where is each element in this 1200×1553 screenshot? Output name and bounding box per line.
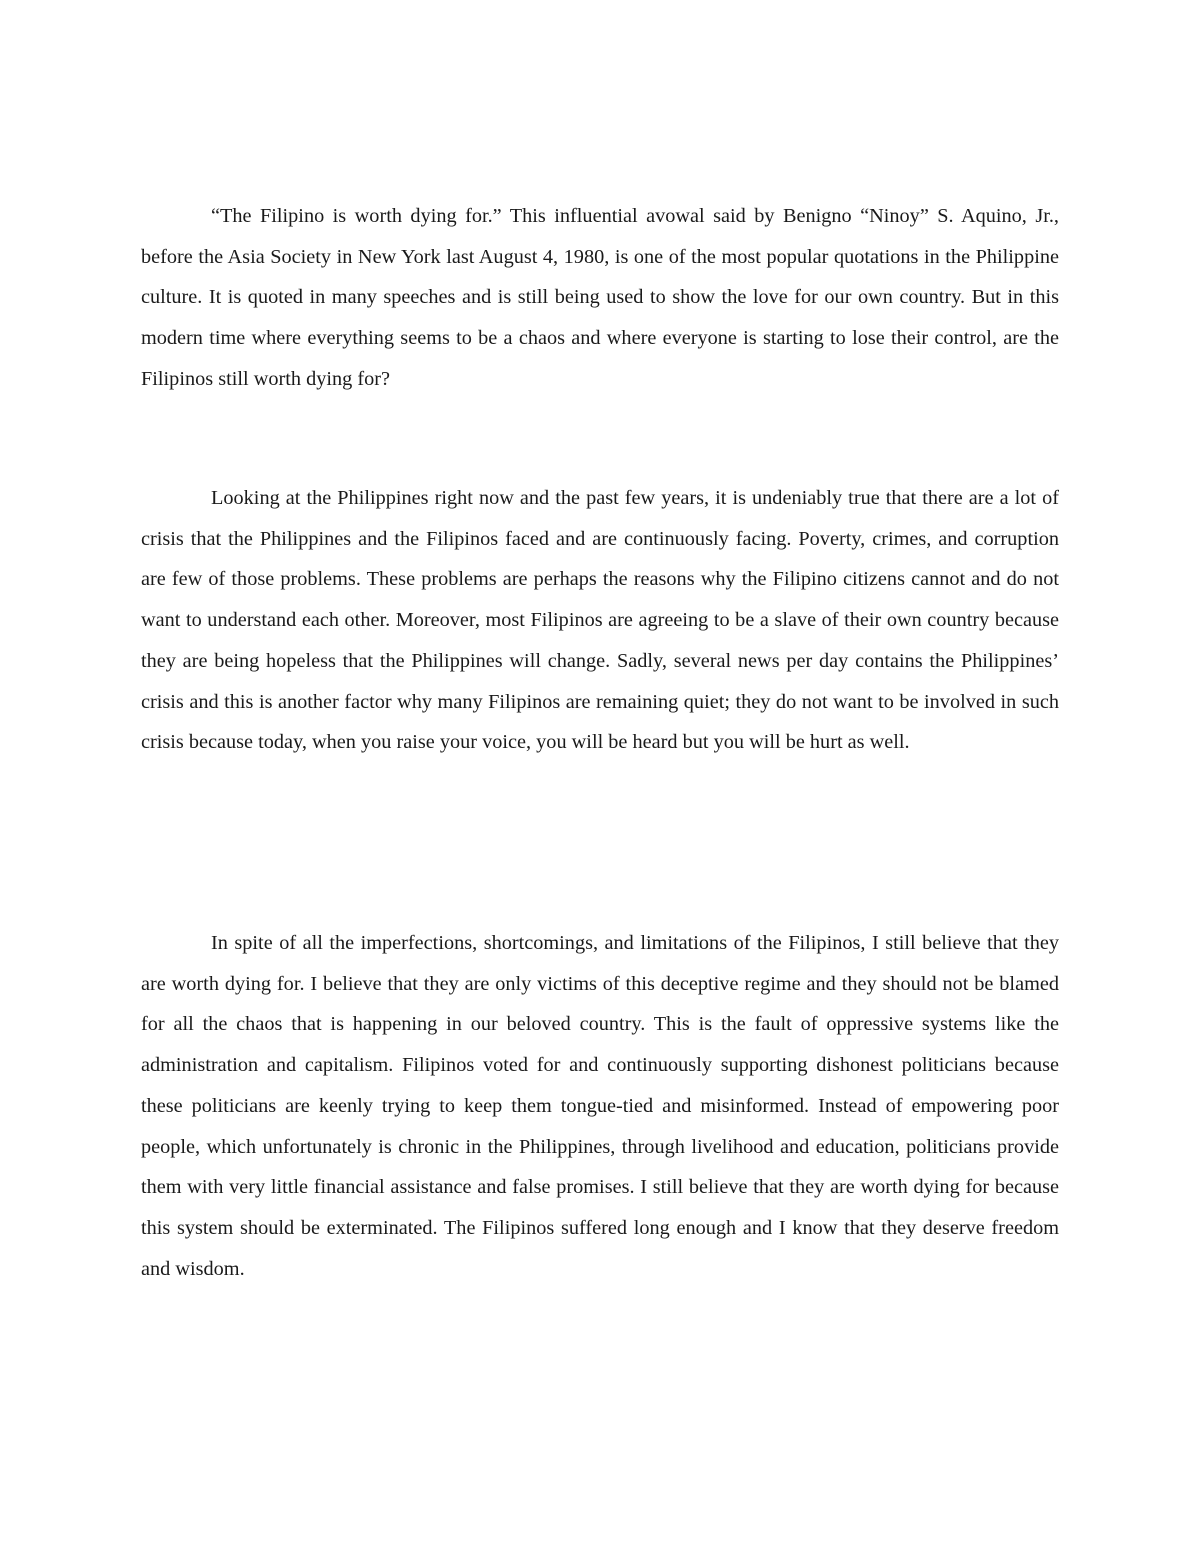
paragraph-1: “The Filipino is worth dying for.” This influential avowal said by Benigno “Ninoy” S. Aquino, Jr., before the Asia Society in New York last August 4, 1980, is one of the most popular quotations in the Philippine culture. It is quoted in many speeches and is still being used to show the love for our own country. But in this modern time where everything seems to be a chaos and where everyone is starting to lose their control, are the Filipinos still worth dying for?	[141, 205, 1059, 390]
paragraph-2: Looking at the Philippines right now and the past few years, it is undeniably true that there are a lot of crisis that the Philippines and the Filipinos faced and are continuously facing. Poverty, crimes, and corruption are few of those problems. These problems are perhaps the reasons why the Filipino citizens cannot and do not want to understand each other. Moreover, most Filipinos are agreeing to be a slave of their own country because they are being hopeless that the Philippines will change. Sadly, several news per day contains the Philippines’ crisis and this is another factor why many Filipinos are remaining quiet; they do not want to be involved in such crisis because today, when you raise your voice, you will be heard but you will be hurt as well.	[141, 487, 1059, 754]
paragraph-3: In spite of all the imperfections, shortcomings, and limitations of the Filipinos, I still believe that they are worth dying for. I believe that they are only victims of this deceptive regime and they should not be blamed for all the chaos that is happening in our beloved country. This is the fault of oppressive systems like the administration and capitalism. Filipinos voted for and continuously supporting dishonest politicians because these politicians are keenly trying to keep them tongue-tied and misinformed. Instead of empowering poor people, which unfortunately is chronic in the Philippines, through livelihood and education, politicians provide them with very little financial assistance and false promises. I still believe that they are worth dying for because this system should be exterminated. The Filipinos suffered long enough and I know that they deserve freedom and wisdom.	[141, 932, 1059, 1280]
